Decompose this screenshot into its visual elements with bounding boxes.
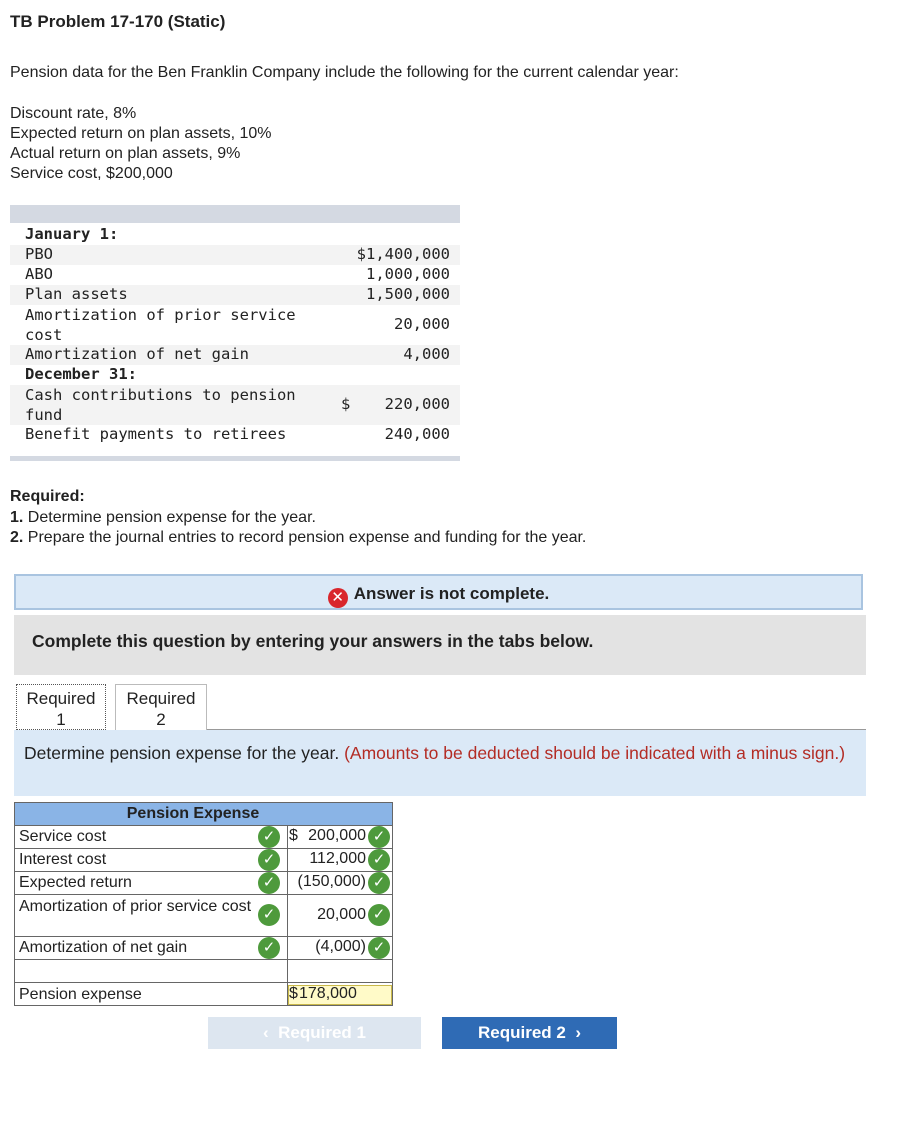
check-icon: ✓: [368, 826, 390, 848]
pension-data-table: [10, 205, 460, 461]
table-row: Plan assets 1,500,000: [10, 285, 460, 305]
table-row: Amortization of prior service cost 20,000: [25, 306, 450, 344]
table-row: Interest cost ✓ 112,000 ✓: [15, 849, 392, 872]
given-item: Actual return on plan assets, 9%: [10, 145, 241, 162]
table-row: Amortization of net gain ✓ (4,000) ✓: [15, 937, 392, 960]
question-prompt: [14, 730, 866, 796]
check-icon: ✓: [258, 872, 280, 894]
tab-required-2[interactable]: Required 2: [115, 684, 207, 730]
answer-status-text: Answer is not complete.: [353, 584, 550, 603]
problem-title: TB Problem 17-170 (Static): [10, 12, 226, 31]
error-x-icon: ✕: [328, 588, 348, 608]
prompt-note: (Amounts to be deducted should be indicated with a minus sign.): [344, 743, 846, 763]
table-header: Pension Expense: [15, 803, 392, 826]
value-input[interactable]: 20,000: [317, 906, 366, 923]
table-row: PBO $1,400,000: [10, 245, 460, 265]
total-value: 178,000: [299, 985, 357, 1002]
table-row: ABO 1,000,000: [25, 265, 450, 283]
given-item: Discount rate, 8%: [10, 105, 137, 122]
required-heading: Required:: [10, 488, 85, 505]
check-icon: ✓: [368, 904, 390, 926]
value-input[interactable]: 112,000: [309, 850, 366, 867]
check-icon: ✓: [368, 872, 390, 894]
table-row: Service cost ✓ $ 200,000 ✓: [15, 826, 392, 849]
check-icon: ✓: [258, 849, 280, 871]
value-input[interactable]: (4,000): [315, 938, 366, 955]
answer-status-bar: [14, 574, 863, 610]
next-button[interactable]: Required 2 ›: [442, 1017, 617, 1049]
table-row-blank: [15, 960, 392, 983]
problem-intro: Pension data for the Ben Franklin Company include the following for the current calendar year:: [10, 64, 679, 81]
instruction-box: [14, 615, 866, 675]
tab-required-1[interactable]: Required 1: [16, 684, 106, 730]
dec-heading: December 31:: [25, 365, 137, 383]
check-icon: ✓: [368, 849, 390, 871]
value-input[interactable]: 200,000: [308, 827, 366, 844]
table-top-bar: [10, 205, 460, 223]
given-item: Service cost, $200,000: [10, 165, 173, 182]
given-list: [10, 104, 272, 184]
given-item: Expected return on plan assets, 10%: [10, 125, 272, 142]
table-row: Cash contributions to pension fund $ 220,000: [10, 385, 460, 425]
table-row: Amortization of net gain 4,000: [10, 345, 460, 365]
jan-heading: January 1:: [25, 225, 119, 243]
prompt-text: Determine pension expense for the year.: [24, 743, 345, 763]
value-input[interactable]: (150,000): [297, 873, 366, 890]
table-row: Expected return ✓ (150,000) ✓: [15, 872, 392, 895]
table-row: Benefit payments to retirees 240,000: [25, 425, 450, 443]
check-icon: ✓: [368, 937, 390, 959]
table-row: Amortization of prior service cost ✓ 20,000 ✓: [15, 895, 392, 937]
required-item-2: 2. Prepare the journal entries to record pension expense and funding for the year.: [10, 529, 587, 546]
previous-button[interactable]: ‹ Required 1: [208, 1017, 421, 1049]
check-icon: ✓: [258, 904, 280, 926]
chevron-right-icon: ›: [575, 1023, 581, 1042]
pension-expense-table: [14, 802, 393, 1006]
check-icon: ✓: [258, 826, 280, 848]
instruction-text: Complete this question by entering your answers in the tabs below.: [32, 631, 594, 651]
chevron-left-icon: ‹: [263, 1023, 269, 1042]
total-row: Pension expense $ 178,000: [15, 983, 392, 1005]
table-bottom-bar: [10, 456, 460, 461]
required-item-1: 1. Determine pension expense for the year.: [10, 509, 316, 526]
check-icon: ✓: [258, 937, 280, 959]
